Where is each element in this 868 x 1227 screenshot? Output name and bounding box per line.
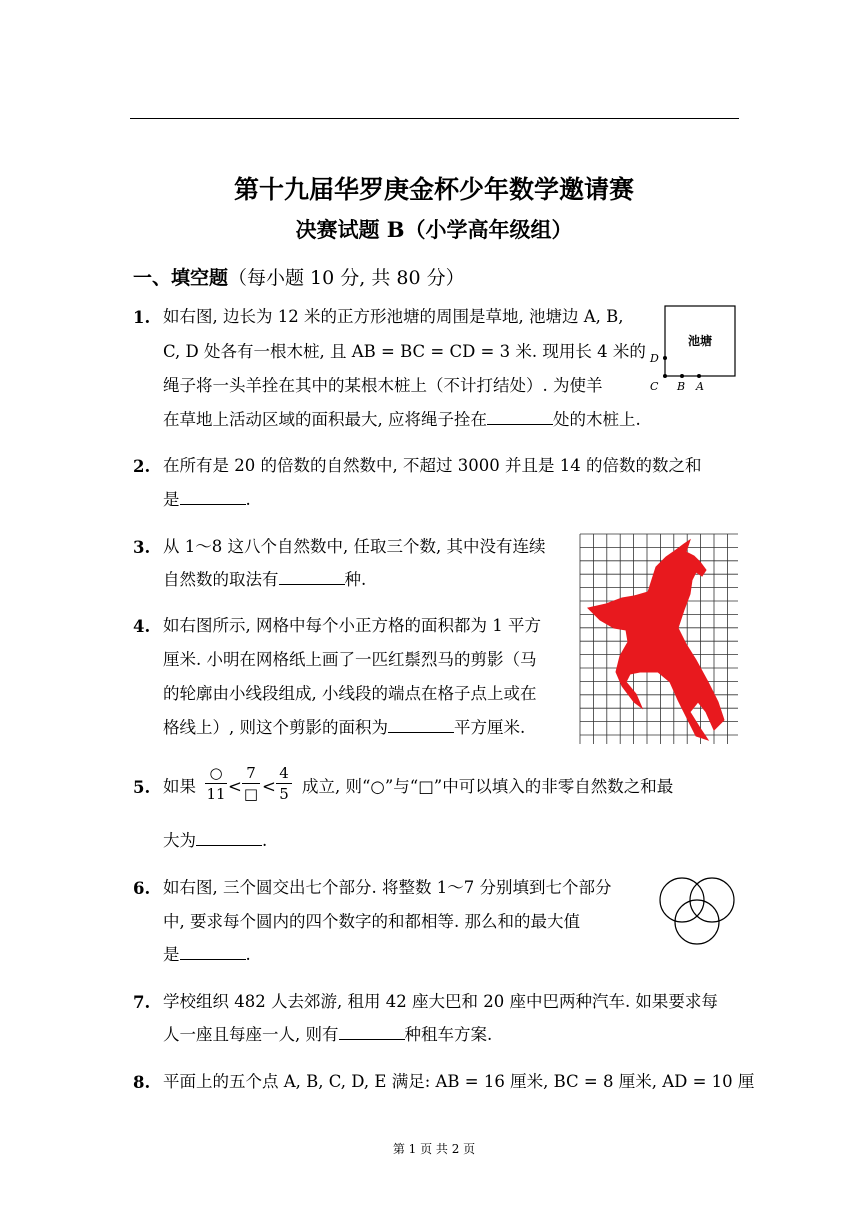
q6-line-2: 中, 要求每个圆内的四个数字的和都相等. 那么和的最大值 bbox=[163, 912, 580, 931]
q1-text: 在草地上活动区域的面积最大, 应将绳子拴在 bbox=[163, 410, 487, 429]
fraction-3-denominator: 5 bbox=[279, 785, 289, 803]
fraction-1 bbox=[205, 764, 227, 803]
question-number: 4. bbox=[133, 617, 151, 636]
q5-line-2 bbox=[163, 830, 267, 852]
answer-blank[interactable] bbox=[180, 490, 246, 505]
q4-line-3: 的轮廓由小线段组成, 小线段的端点在格子点上或在 bbox=[163, 684, 537, 703]
fraction-2-numerator: 7 bbox=[246, 764, 256, 782]
section-label: 一、填空题 bbox=[133, 267, 229, 289]
q4-line-2: 厘米. 小明在网格纸上画了一匹红鬃烈马的剪影（马 bbox=[163, 650, 537, 669]
q2-line-1: 在所有是 20 的倍数的自然数中, 不超过 3000 并且是 14 的倍数的数之和 bbox=[163, 456, 702, 475]
q7-tail: 种租车方案. bbox=[404, 1025, 493, 1044]
fraction-3-numerator: 4 bbox=[279, 764, 289, 782]
q2-line-2 bbox=[163, 489, 251, 511]
exam-title: 第十九届华罗庚金杯少年数学邀请赛 bbox=[233, 175, 634, 204]
label-a: A bbox=[696, 380, 704, 393]
horse-grid-figure bbox=[578, 532, 740, 746]
q6-line-3 bbox=[163, 944, 251, 966]
label-b: B bbox=[677, 380, 686, 393]
q4-text: 格线上）, 则这个剪影的面积为 bbox=[163, 718, 388, 737]
question-number: 6. bbox=[133, 879, 151, 898]
point-a bbox=[697, 374, 701, 378]
q6-line-1: 如右图, 三个圆交出七个部分. 将整数 1～7 分别填到七个部分 bbox=[163, 878, 612, 897]
q1-line-1: 如右图, 边长为 12 米的正方形池塘的周围是草地, 池塘边 A, B, bbox=[163, 307, 624, 326]
q5-line-1-rest: 成立, 则“○”与“□”中可以填入的非零自然数之和最 bbox=[302, 777, 674, 796]
section-note: （每小题 10 分, 共 80 分） bbox=[228, 267, 465, 289]
q7-line-2 bbox=[163, 1024, 492, 1046]
q5-text: 大为 bbox=[163, 831, 196, 850]
q3-text: 自然数的取法有 bbox=[163, 570, 279, 589]
q4-line-1: 如右图所示, 网格中每个小正方格的面积都为 1 平方 bbox=[163, 616, 541, 635]
question-number: 5. bbox=[133, 778, 151, 797]
fraction-2 bbox=[242, 764, 260, 803]
answer-blank[interactable] bbox=[339, 1025, 405, 1040]
q1-line-3: 绳子将一头羊拴在其中的某根木桩上（不计打结处）. 为使羊 bbox=[163, 376, 603, 395]
answer-blank[interactable] bbox=[388, 718, 454, 733]
q1-tail: 处的木桩上. bbox=[553, 410, 641, 429]
point-c bbox=[663, 374, 667, 378]
section-heading bbox=[133, 263, 465, 290]
q4-line-4 bbox=[163, 717, 525, 739]
fraction-2-denominator: □ bbox=[243, 785, 259, 803]
fraction-3 bbox=[276, 764, 292, 803]
fraction-1-numerator: ○ bbox=[209, 764, 223, 782]
header-rule bbox=[130, 118, 739, 119]
pond-label: 池塘 bbox=[687, 334, 713, 348]
question-number: 7. bbox=[133, 993, 151, 1012]
q5-lead: 如果 bbox=[163, 777, 196, 796]
answer-blank[interactable] bbox=[180, 945, 246, 960]
horse-silhouette bbox=[588, 540, 724, 740]
q3-tail: 种. bbox=[344, 570, 367, 589]
question-number: 1. bbox=[133, 308, 151, 327]
q2-tail: . bbox=[245, 490, 251, 509]
q7-line-1: 学校组织 482 人去郊游, 租用 42 座大巴和 20 座中巴两种汽车. 如果要求每 bbox=[163, 992, 718, 1011]
q4-tail: 平方厘米. bbox=[454, 718, 526, 737]
q1-line-2: C, D 处各有一根木桩, 且 AB = BC = CD = 3 米. 现用长 4 米的 bbox=[163, 342, 646, 361]
answer-blank[interactable] bbox=[196, 831, 262, 846]
question-number: 8. bbox=[133, 1073, 151, 1092]
point-b bbox=[680, 374, 684, 378]
question-number: 3. bbox=[133, 538, 151, 557]
q6-tail: . bbox=[245, 945, 251, 964]
q6-text: 是 bbox=[163, 945, 180, 964]
page-footer: 第 1 页 共 2 页 bbox=[392, 1142, 476, 1156]
label-d: D bbox=[650, 352, 659, 365]
exam-subtitle: 决赛试题 B（小学高年级组） bbox=[295, 217, 573, 242]
fraction-1-denominator: 11 bbox=[206, 785, 226, 803]
three-circles-figure bbox=[652, 872, 744, 948]
q8-line-1: 平面上的五个点 A, B, C, D, E 满足: AB = 16 厘米, BC = 8 厘米, AD = 10 厘 bbox=[163, 1072, 755, 1091]
label-c: C bbox=[650, 380, 659, 393]
q3-line-2 bbox=[163, 569, 366, 591]
q2-text: 是 bbox=[163, 490, 180, 509]
pond-figure bbox=[645, 300, 745, 396]
answer-blank[interactable] bbox=[279, 570, 345, 585]
q3-line-1: 从 1～8 这八个自然数中, 任取三个数, 其中没有连续 bbox=[163, 537, 546, 556]
q5-tail: . bbox=[262, 831, 268, 850]
less-than-1: < bbox=[228, 777, 242, 796]
question-number: 2. bbox=[133, 457, 151, 476]
q1-line-4 bbox=[163, 409, 641, 431]
answer-blank[interactable] bbox=[487, 410, 553, 425]
point-d bbox=[663, 356, 667, 360]
less-than-2: < bbox=[262, 777, 276, 796]
q7-text: 人一座且每座一人, 则有 bbox=[163, 1025, 339, 1044]
